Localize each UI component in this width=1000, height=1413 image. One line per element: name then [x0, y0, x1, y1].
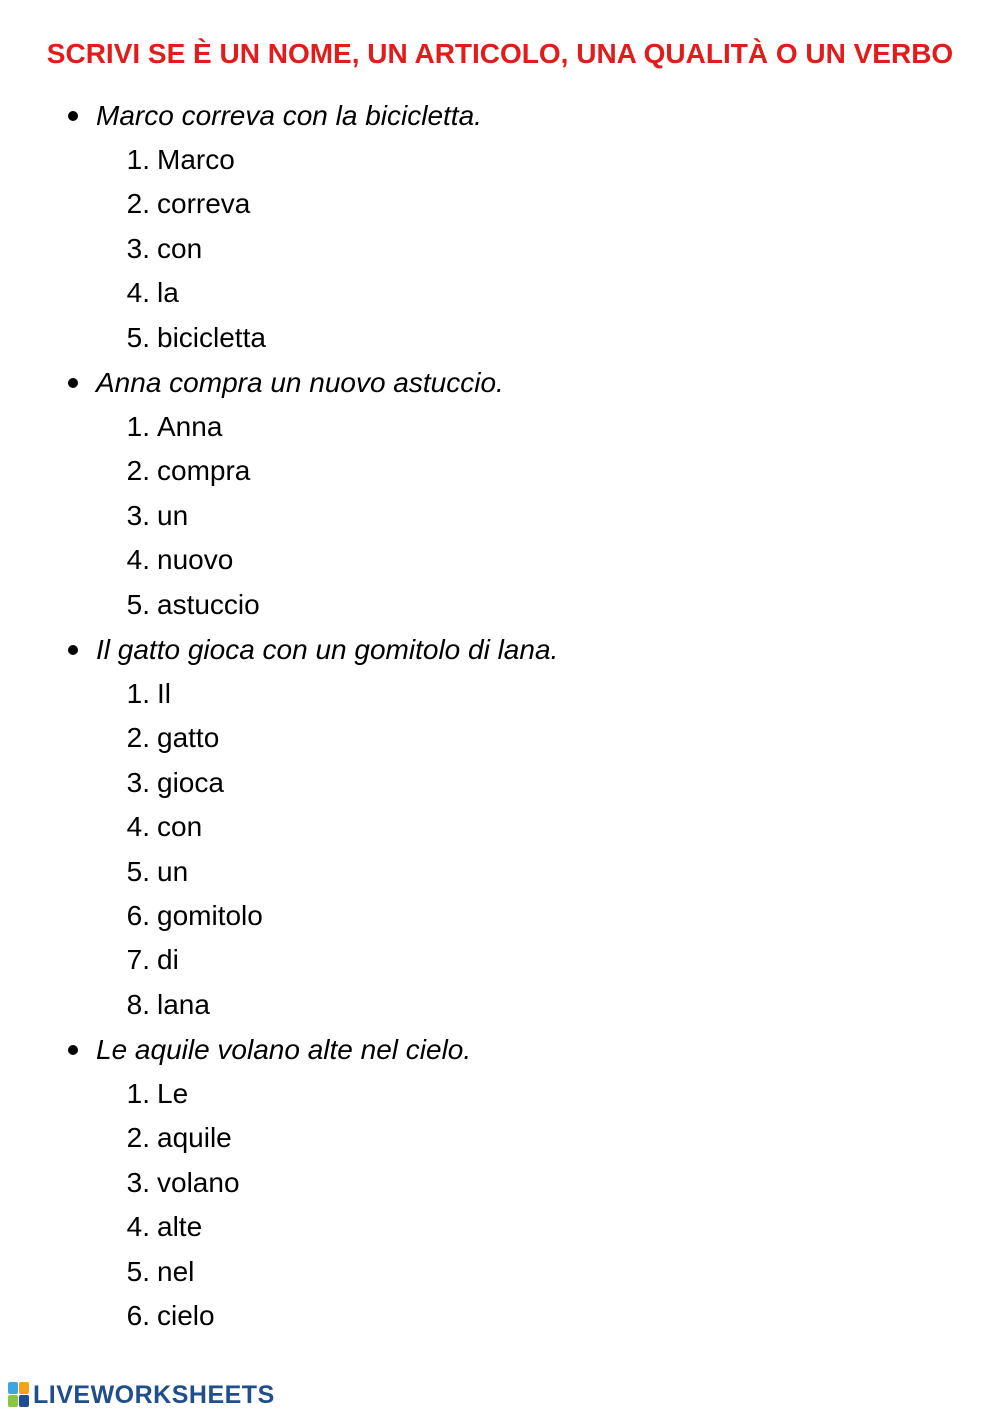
item-number: 2. — [126, 455, 150, 487]
item-word: compra — [157, 455, 251, 487]
item-word: alte — [157, 1211, 203, 1243]
item-word: Marco — [157, 144, 235, 175]
bullet-icon — [68, 378, 78, 388]
item-number: 8. — [126, 988, 150, 1020]
list-item — [0, 182, 1000, 226]
exercise-1 — [0, 94, 1000, 360]
item-word: astuccio — [157, 588, 260, 620]
exercise-4 — [0, 1028, 1000, 1338]
list-item — [0, 672, 1000, 716]
item-word: un — [157, 499, 189, 531]
item-word: di — [157, 944, 179, 976]
exercise-3 — [0, 628, 1000, 1027]
item-word: cielo — [157, 1299, 215, 1331]
item-word: con — [157, 811, 203, 843]
item-number: 6. — [126, 899, 150, 931]
item-word: Anna — [157, 411, 223, 442]
item-number: 5. — [126, 855, 150, 887]
item-number: 5. — [126, 1255, 150, 1287]
bullet-icon — [68, 645, 78, 655]
list-item — [0, 894, 1000, 938]
exercise-sentence-row — [0, 361, 1000, 405]
item-number: 1. — [126, 678, 150, 709]
item-number: 3. — [126, 499, 150, 531]
item-word: la — [157, 277, 179, 309]
list-item — [0, 1161, 1000, 1205]
exercise-sentence-row — [0, 94, 1000, 138]
item-word: bicicletta — [157, 321, 266, 353]
item-number: 4. — [126, 811, 150, 843]
list-item — [0, 1294, 1000, 1338]
item-number: 1. — [126, 411, 150, 442]
item-number: 2. — [126, 1122, 150, 1154]
item-word: con — [157, 232, 203, 264]
list-item — [0, 405, 1000, 449]
list-item — [0, 316, 1000, 360]
list-item — [0, 983, 1000, 1027]
item-number: 4. — [126, 277, 150, 309]
list-item — [0, 805, 1000, 849]
item-word: nel — [157, 1255, 195, 1287]
item-word: Il — [157, 678, 171, 709]
item-word: gioca — [157, 766, 224, 798]
list-item — [0, 1250, 1000, 1294]
item-number: 2. — [126, 188, 150, 220]
list-item — [0, 227, 1000, 271]
bullet-icon — [68, 1045, 78, 1055]
exercise-sentence: Il gatto gioca con un gomitolo di lana. — [96, 634, 559, 665]
worksheet-title: SCRIVI SE È UN NOME, UN ARTICOLO, UNA QUALITÀ O UN VERBO — [46, 38, 954, 69]
exercise-sentence: Anna compra un nuovo astuccio. — [96, 367, 504, 398]
item-word: gomitolo — [157, 899, 263, 931]
list-item — [0, 138, 1000, 182]
item-number: 3. — [126, 232, 150, 264]
item-word: Le — [157, 1078, 189, 1109]
list-item — [0, 1205, 1000, 1249]
list-item — [0, 716, 1000, 760]
logo-text: LIVEWORKSHEETS — [33, 1380, 275, 1409]
item-number: 3. — [126, 766, 150, 798]
list-item — [0, 583, 1000, 627]
list-item — [0, 1072, 1000, 1116]
item-number: 2. — [126, 722, 150, 754]
exercise-sentence: Marco correva con la bicicletta. — [96, 100, 482, 131]
item-number: 6. — [126, 1299, 150, 1331]
item-word: aquile — [157, 1122, 232, 1154]
list-item — [0, 449, 1000, 493]
list-item — [0, 271, 1000, 315]
item-word: nuovo — [157, 544, 234, 576]
bullet-icon — [68, 111, 78, 121]
item-number: 1. — [126, 144, 150, 175]
item-number: 5. — [126, 321, 150, 353]
liveworksheets-mark-icon — [8, 1382, 30, 1408]
item-word: lana — [157, 988, 210, 1020]
liveworksheets-logo — [8, 1379, 275, 1411]
item-word: volano — [157, 1166, 240, 1198]
exercise-sentence-row — [0, 628, 1000, 672]
list-item — [0, 850, 1000, 894]
item-number: 3. — [126, 1166, 150, 1198]
list-item — [0, 494, 1000, 538]
list-item — [0, 938, 1000, 982]
exercise-sentence-row — [0, 1028, 1000, 1072]
exercise-2 — [0, 361, 1000, 627]
item-number: 1. — [126, 1078, 150, 1109]
exercise-sentence: Le aquile volano alte nel cielo. — [96, 1034, 472, 1065]
item-word: un — [157, 855, 189, 887]
item-number: 5. — [126, 588, 150, 620]
item-number: 7. — [126, 944, 150, 976]
item-number: 4. — [126, 1211, 150, 1243]
item-word: gatto — [157, 722, 220, 754]
list-item — [0, 761, 1000, 805]
item-word: correva — [157, 188, 251, 220]
list-item — [0, 538, 1000, 582]
list-item — [0, 1116, 1000, 1160]
item-number: 4. — [126, 544, 150, 576]
